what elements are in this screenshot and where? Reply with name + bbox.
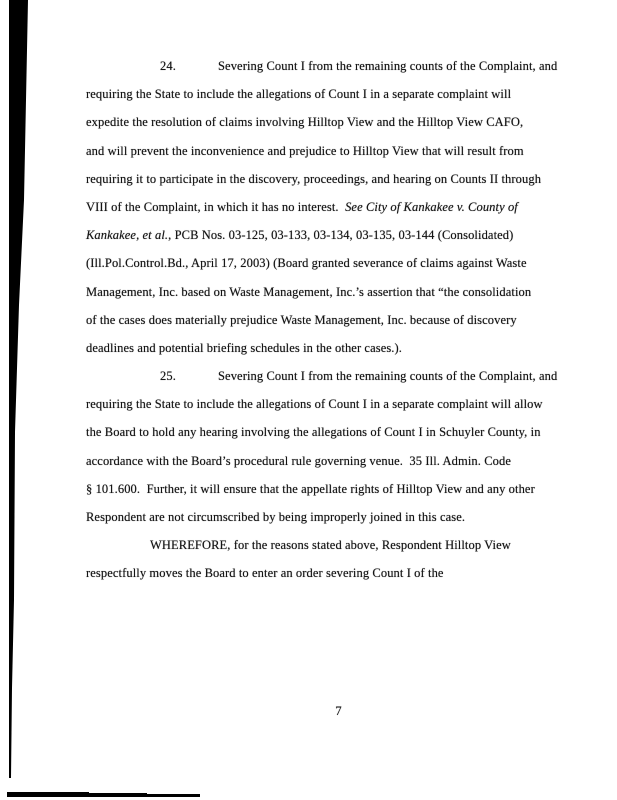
wherefore-clause-line: WHEREFORE, for the reasons stated above, Respondent Hilltop View [150,538,511,553]
text-line: the Board to hold any hearing involving the allegations of Count I in Schuyler County, in [86,425,541,440]
text-segment: VIII of the Complaint, in which it has no interest. [86,199,346,214]
text-line: requiring the State to include the allegations of Count I in a separate complaint will allow [86,397,543,412]
text-line: requiring the State to include the allegations of Count I in a separate complaint will [86,87,512,102]
text-line: Severing Count I from the remaining counts of the Complaint, and [218,369,558,384]
scan-artifact-bottom-smear [7,792,89,797]
text-line: (Ill.Pol.Control.Bd., April 17, 2003) (Board granted severance of claims against Waste [86,256,527,271]
paragraph-number: 24. [160,59,176,73]
text-segment: , PCB Nos. 03-125, 03-133, 03-134, 03-135, 03-144 (Consolidated) [168,228,514,243]
text-line: § 101.600. Further, it will ensure that the appellate rights of Hilltop View and any other [86,481,535,496]
text-line: accordance with the Board’s procedural rule governing venue. 35 Ill. Admin. Code [86,453,511,468]
text-line: requiring it to participate in the discovery, proceedings, and hearing on Counts II through [86,171,542,186]
paragraph-25-first-line [86,362,591,390]
paragraph-24-first-line [86,52,591,80]
text-line: expedite the resolution of claims involving Hilltop View and the Hilltop View CAFO, [86,115,524,130]
text-line: Respondent are not circumscribed by being improperly joined in this case. [86,510,466,524]
scan-artifact-left-edge [0,0,30,800]
text-line: Severing Count I from the remaining counts of the Complaint, and [218,59,558,73]
wherefore-clause-line: respectfully moves the Board to enter an order severing Count I of the [86,566,444,581]
paragraph-number: 25. [160,369,176,384]
text-line: of the cases does materially prejudice Waste Management, Inc. because of discovery [86,312,517,327]
scan-artifact-bottom-smear [89,793,147,797]
text-line: and will prevent the inconvenience and prejudice to Hilltop View that will result from [86,143,524,158]
text-line [86,221,591,249]
case-citation: Kankakee, et al. [86,228,169,243]
page-number: 7 [335,704,342,718]
document-body [86,52,591,588]
scan-artifact-bottom-smear [147,794,200,797]
case-citation: See City of Kankakee v. County of [345,199,518,214]
text-line [86,193,591,221]
text-line: deadlines and potential briefing schedules in the other cases.). [86,340,403,355]
text-line: Management, Inc. based on Waste Management, Inc.’s assertion that “the consolidation [86,284,532,299]
